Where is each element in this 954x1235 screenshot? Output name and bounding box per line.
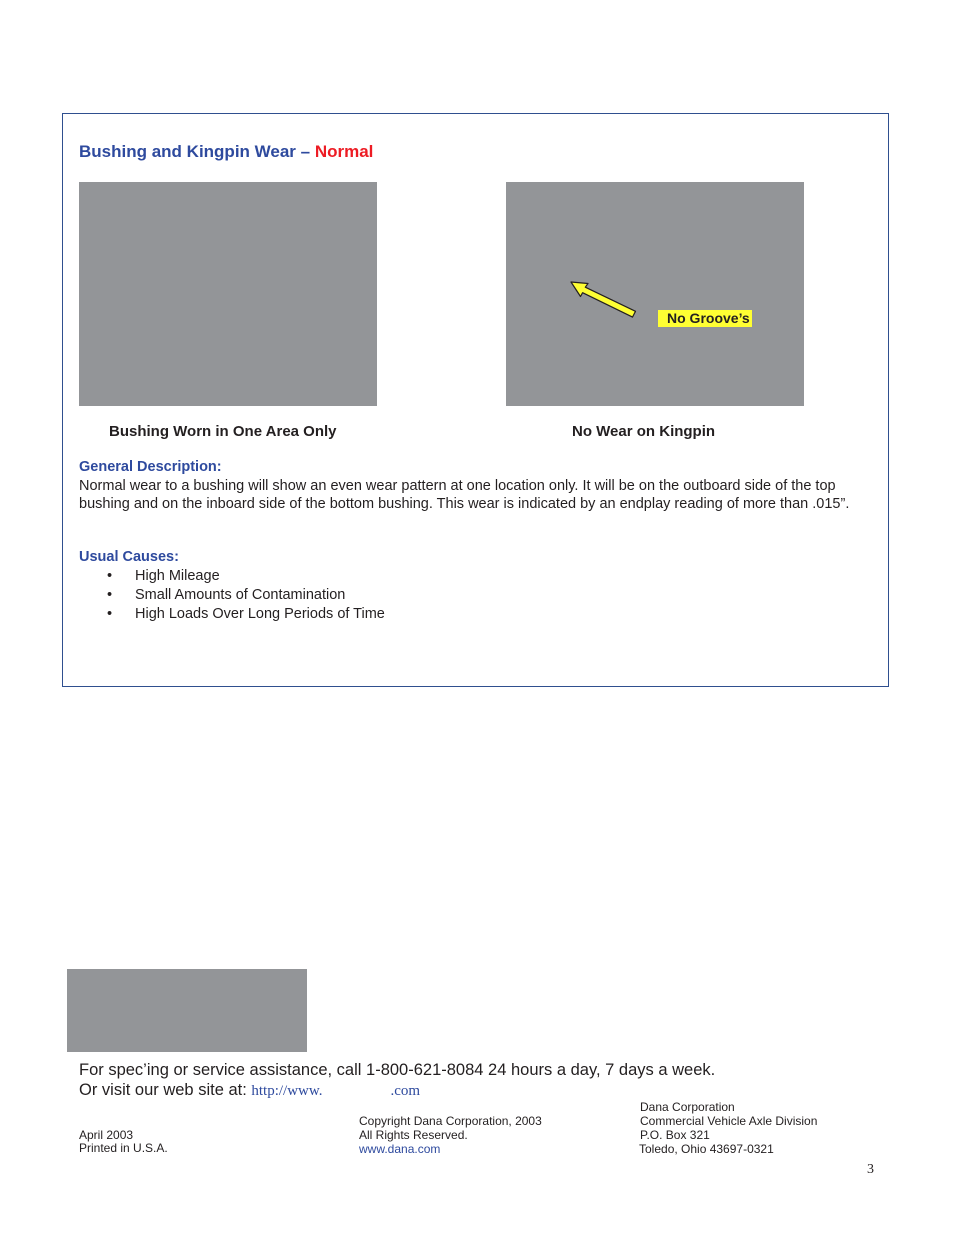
city-address: Toledo, Ohio 43697-0321 bbox=[639, 1142, 774, 1156]
assistance-line: For spec’ing or service assistance, call 1-800-621-8084 24 hours a day, 7 days a week. bbox=[79, 1061, 716, 1079]
copyright: Copyright Dana Corporation, 2003 bbox=[359, 1114, 542, 1128]
bullet-icon: • bbox=[107, 568, 113, 584]
no-groove-label: No Groove’s bbox=[658, 310, 752, 327]
left-photo-caption: Bushing Worn in One Area Only bbox=[109, 423, 337, 440]
printed-in: Printed in U.S.A. bbox=[79, 1141, 168, 1155]
url-end[interactable]: .com bbox=[390, 1083, 421, 1099]
right-photo-caption: No Wear on Kingpin bbox=[572, 423, 716, 440]
list-item bbox=[79, 567, 385, 586]
website-link[interactable]: www.dana.com bbox=[359, 1142, 441, 1156]
bullet-icon: • bbox=[107, 606, 113, 622]
description-body: Normal wear to a bushing will show an even wear pattern at one location only. It will be on the outboard side of the top bushing and on the inboard side of the bottom bushing. This wear is indicated by an endplay reading of more than .015”. bbox=[79, 478, 850, 512]
url-start[interactable]: http://www. bbox=[251, 1083, 323, 1099]
rights-reserved: All Rights Reserved. bbox=[359, 1128, 468, 1142]
title-status: Normal bbox=[314, 142, 374, 161]
cause-text: High Mileage bbox=[135, 568, 220, 584]
annotation-arrow-icon bbox=[566, 276, 640, 318]
bushing-photo bbox=[79, 182, 377, 406]
title-main: Bushing and Kingpin Wear – bbox=[79, 142, 315, 161]
cause-text: Small Amounts of Contamination bbox=[135, 587, 346, 603]
causes-list bbox=[79, 567, 385, 624]
cause-text: High Loads Over Long Periods of Time bbox=[135, 606, 385, 622]
bullet-icon: • bbox=[107, 587, 113, 603]
section-title bbox=[79, 142, 373, 162]
po-box: P.O. Box 321 bbox=[640, 1128, 710, 1142]
visit-prefix: Or visit our web site at: bbox=[79, 1081, 252, 1099]
division-name: Commercial Vehicle Axle Division bbox=[640, 1114, 818, 1128]
list-item bbox=[79, 586, 385, 605]
description-heading: General Description: bbox=[79, 459, 222, 475]
kingpin-photo bbox=[506, 182, 804, 406]
print-date: April 2003 bbox=[79, 1128, 134, 1142]
company-logo bbox=[67, 969, 307, 1052]
causes-heading: Usual Causes: bbox=[79, 549, 179, 565]
company-name: Dana Corporation bbox=[640, 1100, 735, 1114]
page-number: 3 bbox=[867, 1162, 874, 1177]
list-item bbox=[79, 605, 385, 624]
website-line bbox=[79, 1080, 420, 1101]
